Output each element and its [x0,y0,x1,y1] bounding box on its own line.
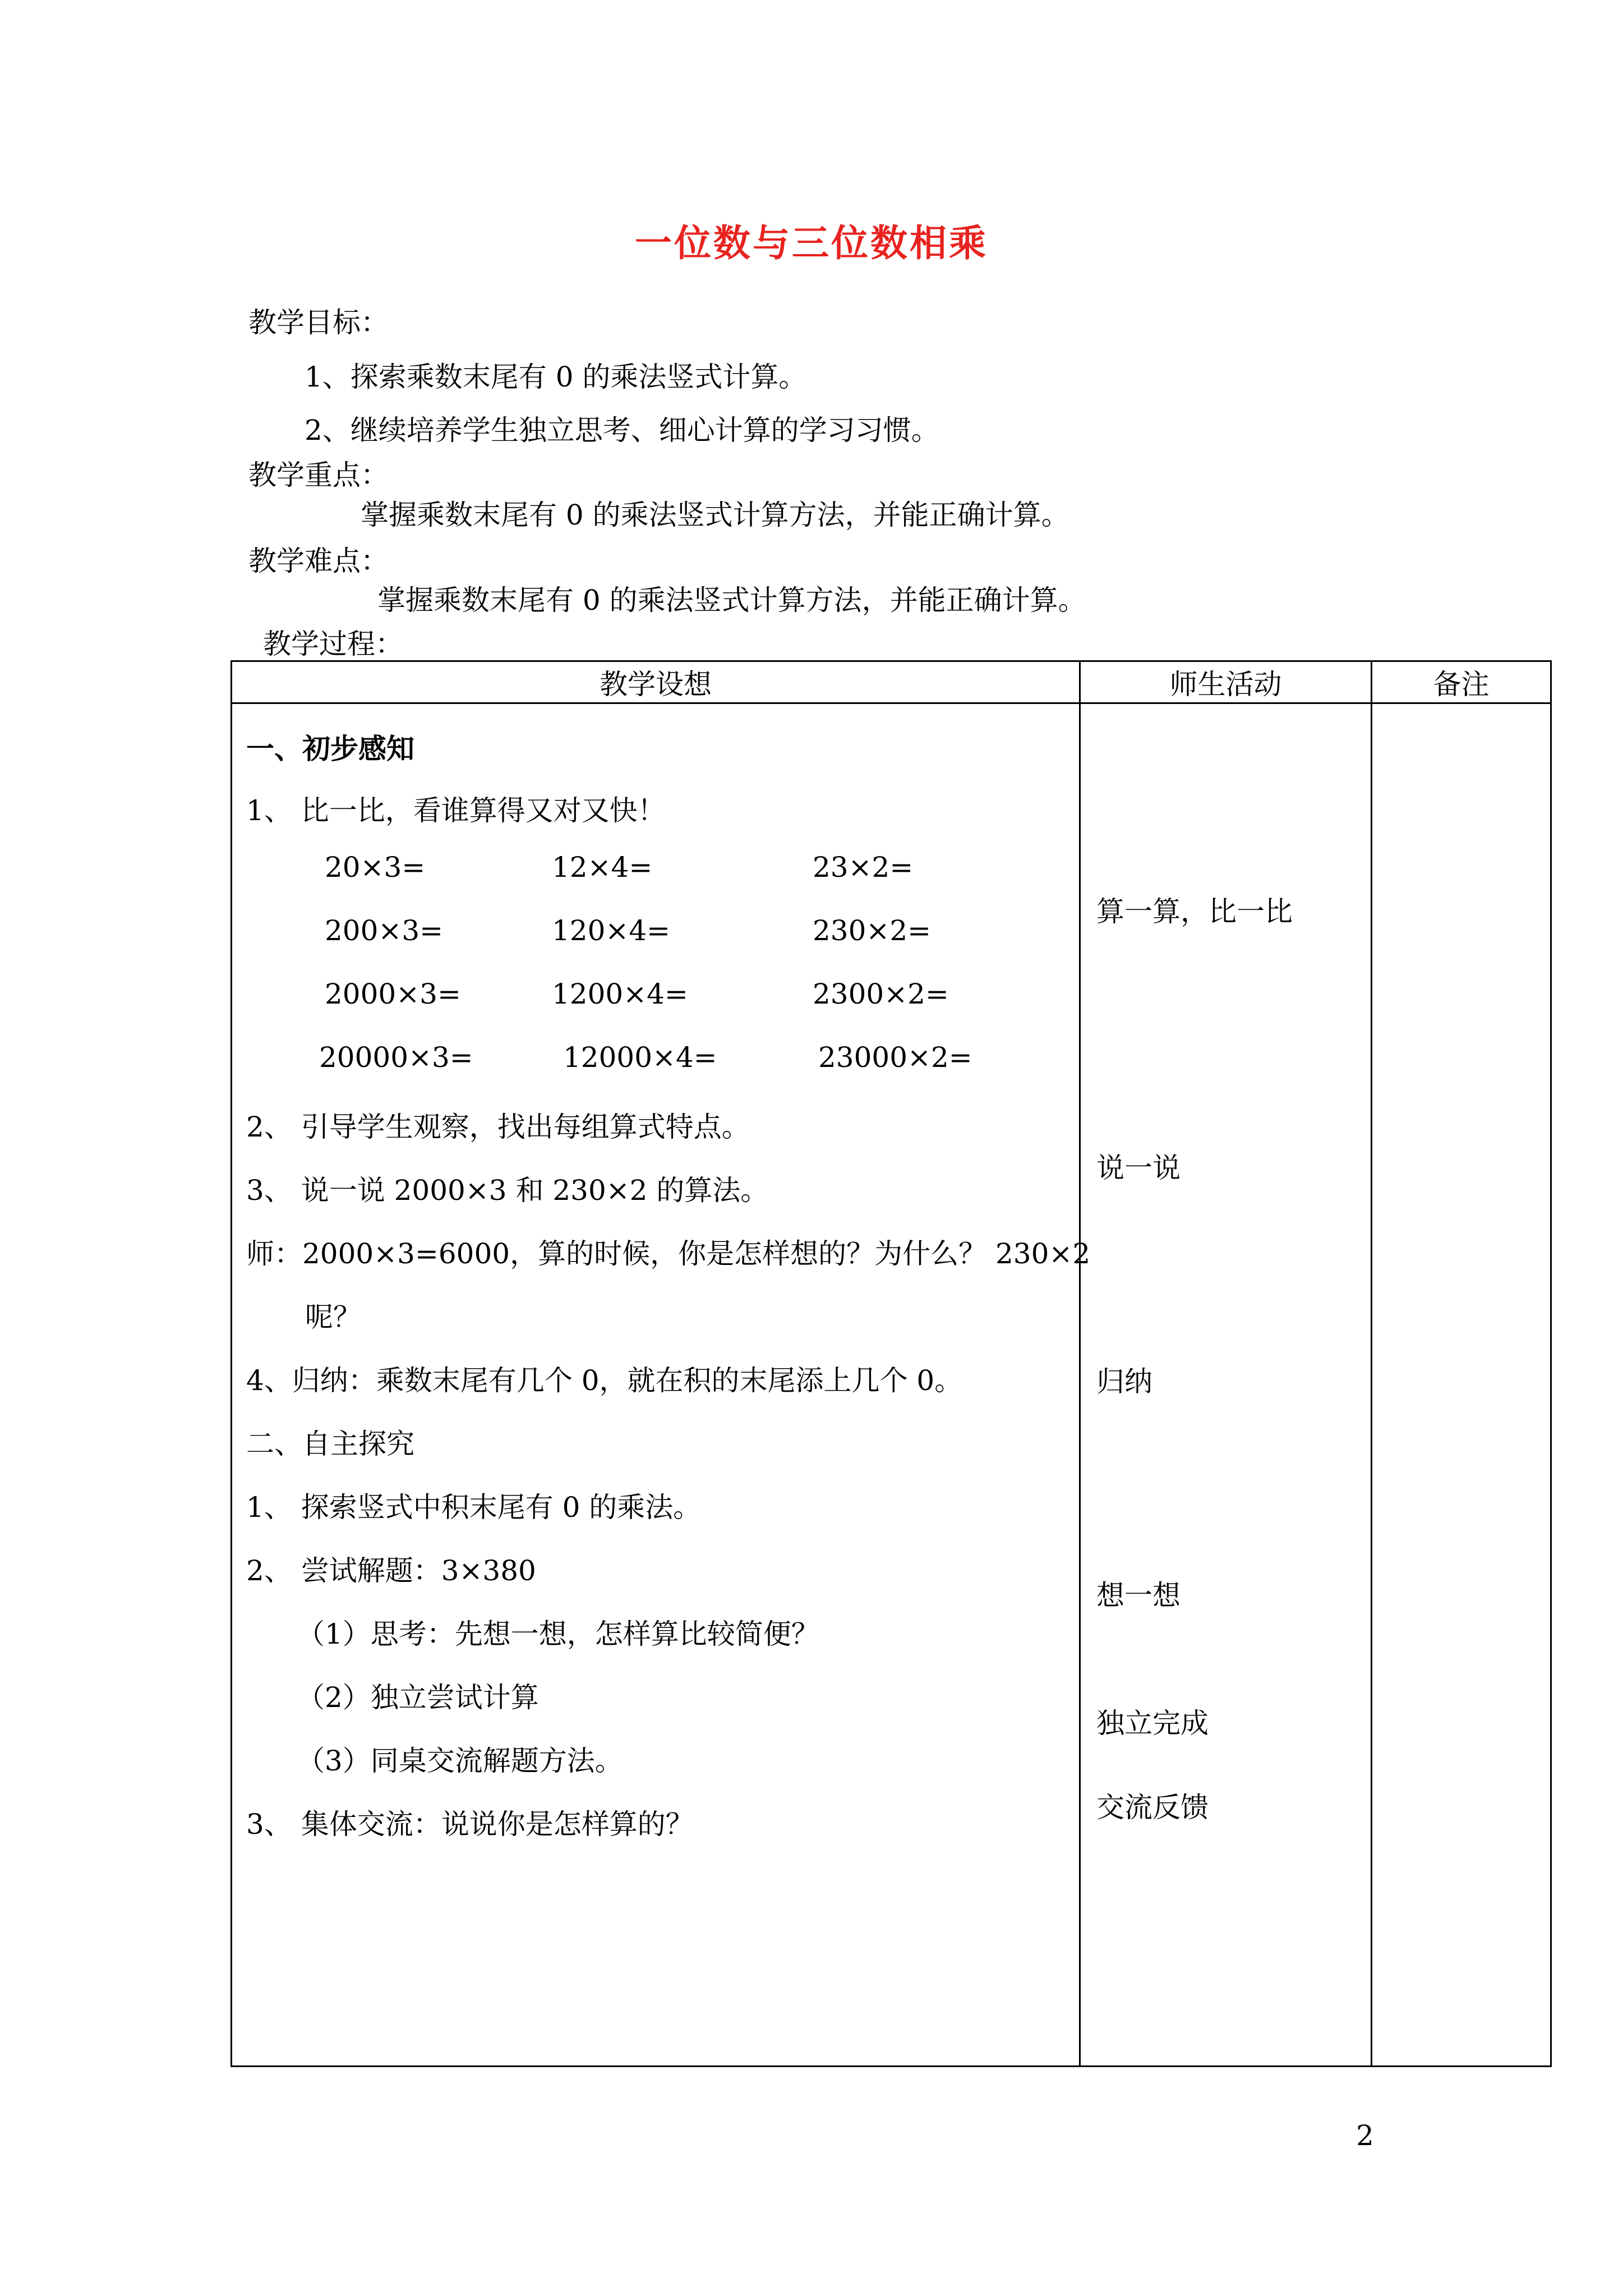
document-title: 一位数与三位数相乘 [635,221,988,265]
key-point-label: 教学重点： [248,459,389,491]
exercise: 2000×3= [325,978,461,1010]
objective-item-2: 2、继续培养学生独立思考、细心计算的学习习惯。 [305,414,939,447]
exercise: 12000×4= [563,1041,717,1074]
activity-4: 想一想 [1096,1579,1181,1612]
section-2-item-2: 2、 尝试解题：3×380 [246,1554,536,1587]
table-header-row [232,661,1551,703]
page-number: 2 [1356,2119,1374,2152]
section-2-title: 二、自主探究 [246,1428,414,1460]
exercise: 23000×2= [818,1041,972,1074]
key-point-text: 掌握乘数末尾有 0 的乘法竖式计算方法，并能正确计算。 [361,499,1069,531]
exercise: 2300×2= [813,978,949,1010]
exercise: 23×2= [813,851,914,884]
exercise: 120×4= [552,914,671,947]
exercise: 1200×4= [552,978,688,1010]
teacher-question-line-2: 呢？ [305,1301,361,1333]
exercise: 20×3= [325,851,426,884]
header-notes: 备注 [1372,661,1551,703]
section-1-item-3: 3、 说一说 2000×3 和 230×2 的算法。 [246,1174,769,1207]
header-design: 教学设想 [232,661,1080,703]
exercise: 20000×3= [319,1041,473,1074]
activity-2: 说一说 [1096,1152,1181,1184]
table-body-row [232,703,1551,2067]
objectives-label: 教学目标： [248,306,389,339]
section-1-item-4: 4、归纳：乘数末尾有几个 0，就在积的末尾添上几个 0。 [246,1364,963,1397]
header-activity: 师生活动 [1080,661,1372,703]
exercise: 200×3= [325,914,444,947]
section-1-item-2: 2、 引导学生观察，找出每组算式特点。 [246,1111,750,1143]
activity-1: 算一算，比一比 [1096,895,1293,928]
exercise: 230×2= [813,914,932,947]
section-2-sub-2: （2）独立尝试计算 [297,1681,539,1714]
section-2-item-3: 3、 集体交流：说说你是怎样算的？ [246,1808,694,1841]
design-cell [232,703,1091,2067]
objective-item-1: 1、探索乘数末尾有 0 的乘法竖式计算。 [305,361,807,393]
activity-5: 独立完成 [1096,1707,1209,1740]
notes-cell [1372,703,1551,2067]
process-label: 教学过程： [263,628,403,660]
section-2-item-1: 1、 探索竖式中积末尾有 0 的乘法。 [246,1491,702,1524]
activity-cell [1080,703,1372,2067]
section-1-title: 一、初步感知 [246,732,414,765]
difficulty-label: 教学难点： [248,545,389,577]
lesson-plan-table [230,660,1552,2067]
section-1-item-1: 1、 比一比，看谁算得又对又快！ [246,794,666,827]
difficulty-text: 掌握乘数末尾有 0 的乘法竖式计算方法，并能正确计算。 [377,584,1086,616]
section-2-sub-3: （3）同桌交流解题方法。 [297,1745,623,1777]
activity-3: 归纳 [1096,1365,1152,1398]
activity-6: 交流反馈 [1096,1791,1209,1824]
section-2-sub-1: （1）思考：先想一想，怎样算比较简便？ [297,1618,819,1650]
exercise: 12×4= [552,851,653,884]
teacher-question-line-1: 师：2000×3=6000，算的时候，你是怎样想的？为什么？ 230×2 [246,1237,1091,1270]
